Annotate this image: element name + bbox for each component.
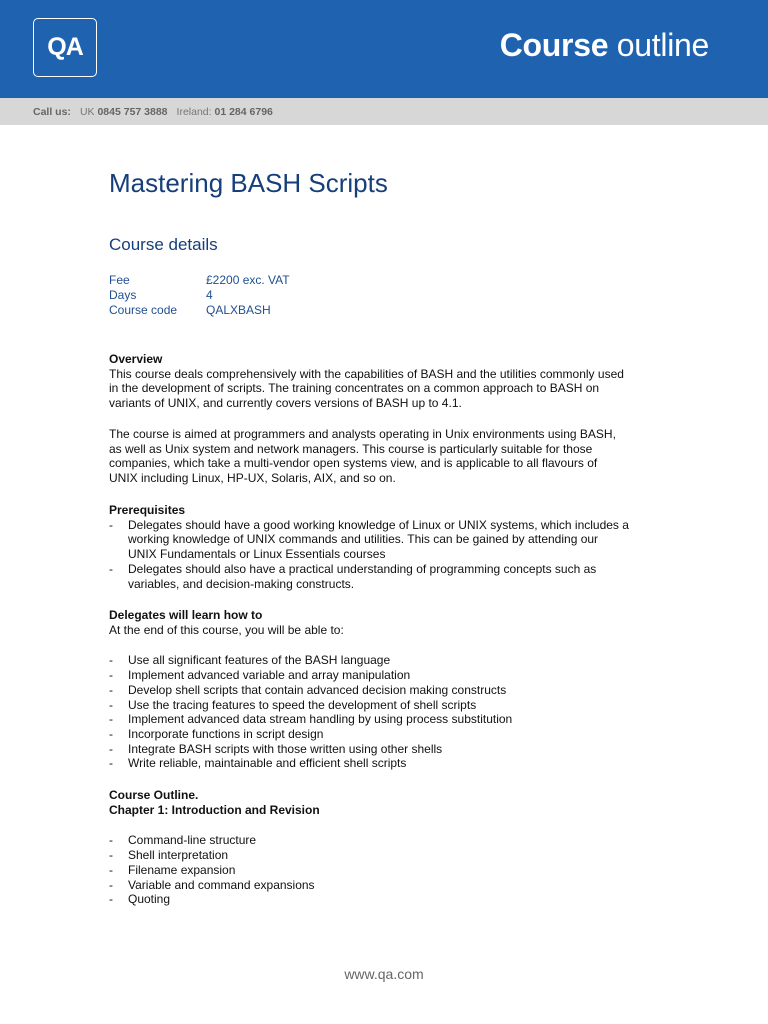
list-marker: - <box>109 653 113 668</box>
footer-website-link[interactable]: www.qa.com <box>344 966 424 982</box>
list-marker: - <box>109 877 113 892</box>
learning-intro: At the end of this course, you will be able to: <box>109 622 344 637</box>
learning-heading: Delegates will learn how to <box>109 608 263 622</box>
course-details-heading: Course details <box>109 235 218 254</box>
prerequisites-heading: Prerequisites <box>109 503 186 517</box>
detail-row-days <box>109 288 290 303</box>
detail-value: QALXBASH <box>206 303 271 317</box>
list-item-text: Incorporate functions in script design <box>128 726 324 741</box>
detail-value: 4 <box>206 288 213 302</box>
list-marker: - <box>109 848 113 863</box>
list-marker: - <box>109 862 113 877</box>
list-item <box>109 518 629 562</box>
list-marker: - <box>109 682 113 697</box>
list-marker: - <box>109 668 113 683</box>
list-item <box>109 653 629 668</box>
list-item-text: Implement advanced variable and array manipulation <box>128 668 411 683</box>
list-item <box>109 878 629 893</box>
list-item-text: Variable and command expansions <box>128 877 315 892</box>
qa-logo[interactable]: QA <box>33 18 97 77</box>
list-item <box>109 756 629 771</box>
list-item-text: Quoting <box>128 892 171 907</box>
list-item <box>109 562 629 591</box>
list-item-text: Use the tracing features to speed the development of shell scripts <box>128 697 477 712</box>
list-item <box>109 742 629 757</box>
uk-number[interactable]: 0845 757 3888 <box>97 105 168 118</box>
list-item-text: Use all significant features of the BASH language <box>128 653 391 668</box>
detail-key: Course code <box>109 303 178 317</box>
header-title <box>500 27 709 64</box>
list-marker: - <box>109 712 113 727</box>
uk-label: UK <box>79 105 95 118</box>
list-item <box>109 727 629 742</box>
list-marker: - <box>109 726 113 741</box>
list-item-text: Command-line structure <box>128 833 257 848</box>
page-title: Mastering BASH Scripts <box>109 168 388 198</box>
list-marker: - <box>109 697 113 712</box>
outline-heading: Course Outline. <box>109 788 199 802</box>
overview-paragraph-1: This course deals comprehensively with the capabilities of BASH and the utilities commonly used in the development of scripts. The training concentrates on a common approach to BASH on variants of UNIX, and currently covers versions of BASH up to 4.1. <box>109 366 624 411</box>
detail-key: Fee <box>109 273 130 287</box>
header-title-rest: outline <box>608 27 709 63</box>
overview-section <box>109 352 629 486</box>
list-item-text: Shell interpretation <box>128 848 229 863</box>
chapter-heading: Chapter 1: Introduction and Revision <box>109 802 320 817</box>
header-title-strong: Course <box>499 27 609 63</box>
ireland-label: Ireland: <box>176 105 212 118</box>
list-marker: - <box>109 561 113 576</box>
contact-bar <box>0 98 768 125</box>
detail-value: £2200 exc. VAT <box>206 273 290 287</box>
list-item <box>109 683 629 698</box>
overview-heading: Overview <box>109 352 163 366</box>
list-item <box>109 698 629 713</box>
learning-section <box>109 608 629 771</box>
list-item-text: Filename expansion <box>128 862 236 877</box>
prerequisites-section <box>109 503 629 591</box>
list-item <box>109 863 629 878</box>
list-item <box>109 848 629 863</box>
call-label: Call us: <box>33 105 71 118</box>
list-item <box>109 833 629 848</box>
header-banner <box>0 0 768 98</box>
list-marker: - <box>109 833 113 848</box>
detail-key: Days <box>109 288 137 302</box>
overview-paragraph-2: The course is aimed at programmers and analysts operating in Unix environments using BASH, as well as Unix system and network managers. This course is particularly suitable for those companies, which take a multi-vendor open systems view, and is applicable to all flavours of UNIX including Linux, HP-UX, Solaris, AIX, and so on. <box>109 426 616 485</box>
detail-row-fee <box>109 273 290 288</box>
list-marker: - <box>109 517 113 532</box>
list-marker: - <box>109 741 113 756</box>
list-item <box>109 892 629 907</box>
ireland-number[interactable]: 01 284 6796 <box>214 105 273 118</box>
list-marker: - <box>109 892 113 907</box>
list-marker: - <box>109 756 113 771</box>
list-item <box>109 712 629 727</box>
detail-row-code <box>109 303 290 318</box>
outline-section <box>109 788 629 907</box>
list-item-text: Write reliable, maintainable and efficient shell scripts <box>128 756 407 771</box>
list-item-text: Integrate BASH scripts with those written using other shells <box>128 741 443 756</box>
list-item <box>109 668 629 683</box>
list-item-text: Delegates should also have a practical understanding of programming concepts such as variables, and decision-making constructs. <box>128 561 597 591</box>
list-item-text: Implement advanced data stream handling by using process substitution <box>128 712 513 727</box>
list-item-text: Develop shell scripts that contain advanced decision making constructs <box>128 682 507 697</box>
list-item-text: Delegates should have a good working knowledge of Linux or UNIX systems, which includes a working knowledge of UNIX commands and utilities. This can be gained by attending our UNIX Fundamentals or Linux Essentials courses <box>128 517 629 562</box>
course-details-table <box>109 273 290 318</box>
